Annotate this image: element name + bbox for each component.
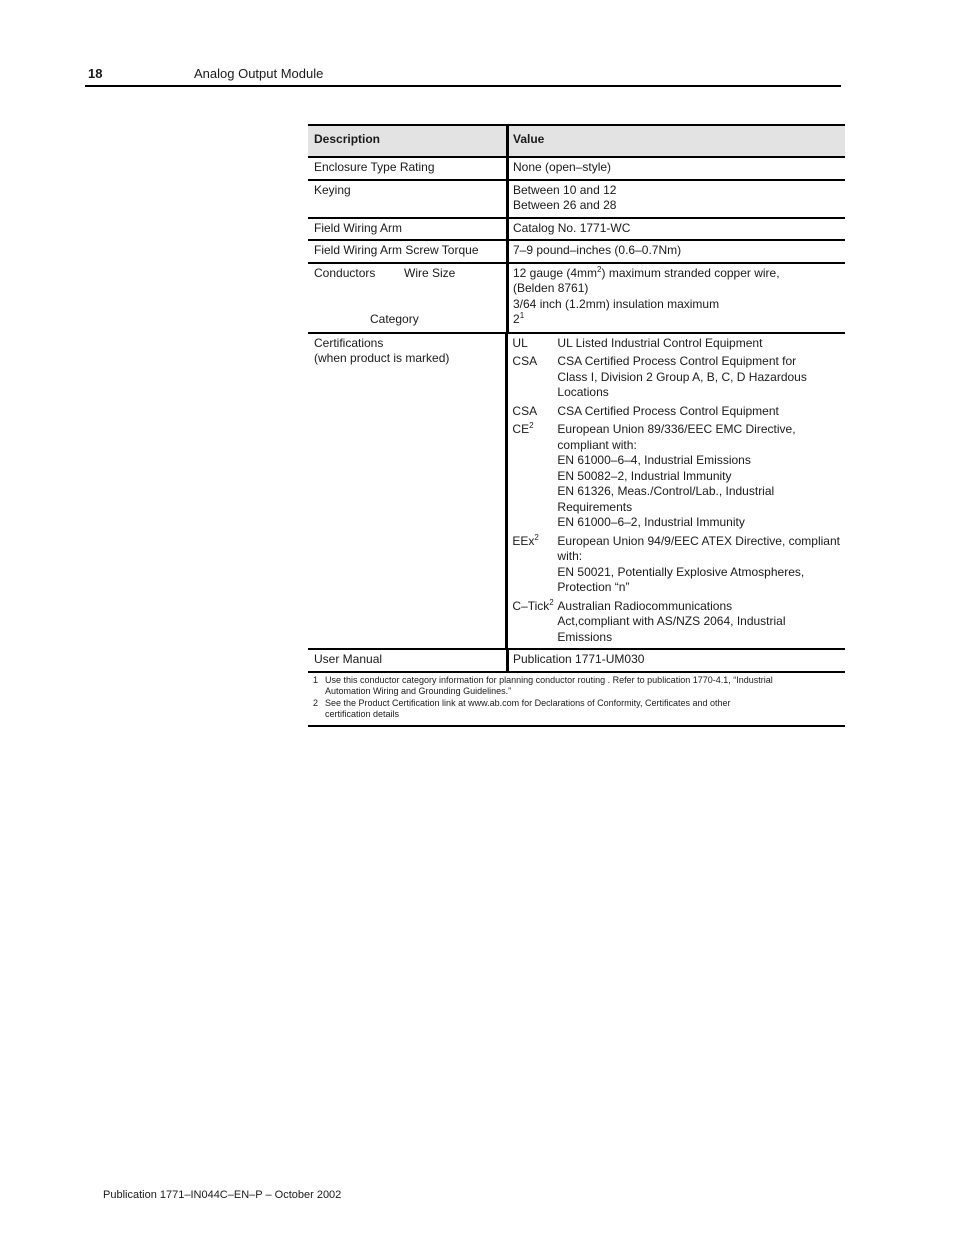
row-description: Keying [314,182,351,197]
table-row [308,181,845,219]
certification-text: European Union 89/336/EEC EMC Directive, compliant with: EN 61000–6–4, Industrial Emissions EN 50082–2, Industrial Immunity EN 61326, Meas./Control/Lab., Industrial Requirements EN 61000–6–2, Industrial Immunity [557,422,796,529]
table-footnotes [308,673,845,727]
footnote-text: Use this conductor category information for planning conductor routing . Refer to publication 1770-4.1, “Industrial Automation Wiring and Grounding Guidelines.” [325,674,773,696]
certification-item [512,336,840,352]
row-value [506,158,845,179]
header-rule [85,85,841,87]
value-line: None (open–style) [513,160,612,174]
category-label: Category [370,311,419,326]
publication-footer: Publication 1771–IN044C–EN–P – October 2002 [103,1189,342,1201]
column-header-value: Value [506,126,845,156]
row-description: Field Wiring Arm Screw Torque [314,243,479,257]
footnote-ref: 2 [534,532,539,542]
table-row [308,241,845,264]
certification-text: European Union 94/9/EEC ATEX Directive, compliant with: EN 50021, Potentially Explosive Atmospheres, Protection “n” [557,533,840,594]
page-number: 18 [88,66,103,81]
footnote [313,675,845,698]
value-line: Between 10 and 12 [513,182,617,197]
footnote-ref: 2 [529,421,534,430]
certifications-description [308,334,505,649]
row-value [506,181,845,217]
certification-item [512,534,840,596]
table-row [308,219,845,242]
row-value [506,219,845,240]
value-line: 7–9 pound–inches (0.6–0.7Nm) [513,243,682,257]
certification-item [512,354,840,401]
value-line: Catalog No. 1771-WC [513,220,631,235]
certifications-value [505,334,845,649]
certification-text: Australian Radiocommunications Act,compliant with AS/NZS 2064, Industrial Emissions [557,598,786,644]
row-description: Enclosure Type Rating [314,160,435,174]
certification-text: CSA Certified Process Control Equipment for Class I, Division 2 Group A, B, C, D Hazardous Locations [557,354,807,399]
certification-mark: $CE^2$ [512,421,534,436]
row-description: Field Wiring Arm [314,220,403,235]
footnote [313,698,845,721]
footnote-text: See the Product Certification link at www.ab.com for Declarations of Conformity, Certificates and other certification details [325,697,731,719]
conductors-value [506,264,845,332]
footnote-ref: 1 [519,311,525,320]
wire-size-value-line: (Belden 8761) [513,281,589,295]
certification-item [512,404,840,420]
specifications-table [308,124,845,727]
footnote-number: 1 [313,674,319,685]
column-header-description: Description [314,132,381,146]
wire-size-label: Wire Size [404,265,456,280]
value-line: Between 26 and 28 [513,198,617,212]
certification-mark: CSA [512,403,538,418]
conductors-label: Conductors [314,265,376,280]
certification-mark: EEx$^2$ [512,532,539,548]
running-header-title: Analog Output Module [194,66,324,81]
table-header-row [308,124,845,158]
row-description: User Manual [314,652,383,666]
conductors-row [308,264,845,334]
certification-item [512,599,840,646]
category-value: $2^1$ [513,311,525,326]
row-value: Publication 1771-UM030 [506,650,845,671]
table-row [308,158,845,181]
certifications-label: Certifications [314,335,384,350]
table-row [308,650,845,673]
certification-mark: CSA [512,354,538,368]
row-value [506,241,845,262]
certification-mark: C–Tick$^2$ [512,597,554,613]
wire-size-value: 12 gauge $(4mm^2)$ maximum stranded copper wire, [513,264,780,280]
footnote-number: 2 [313,697,319,708]
certifications-note: (when product is marked) [314,351,450,365]
certifications-row [308,334,845,651]
footnote-ref: 2 [549,597,554,607]
insulation-value: 3/64 inch (1.2mm) insulation maximum [513,296,720,311]
certification-item [512,422,840,531]
certification-mark: UL [512,335,528,350]
conductors-description [308,264,506,332]
certification-text: CSA Certified Process Control Equipment [557,403,779,418]
certification-text: UL Listed Industrial Control Equipment [557,335,763,350]
